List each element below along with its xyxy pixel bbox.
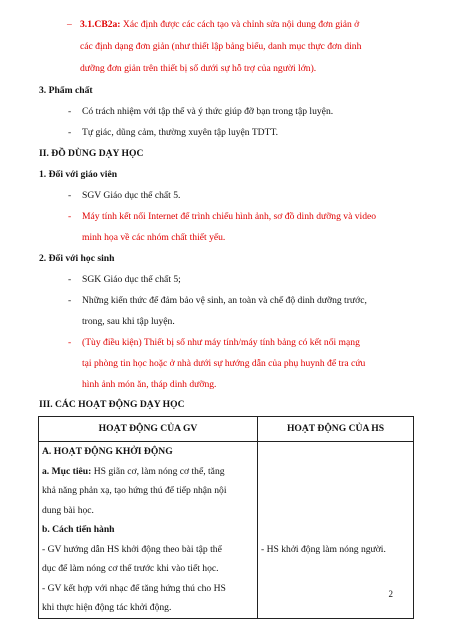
bullet-dash: - — [68, 127, 72, 138]
activity-title: A. HOẠT ĐỘNG KHỞI ĐỘNG — [42, 446, 173, 457]
cell-line: dung bài học. — [42, 504, 94, 516]
competency-line-2: các định dạng đơn giản (như thiết lập bảng biểu, danh mục thực đơn dinh — [80, 41, 362, 52]
table-row — [39, 442, 414, 619]
hs-activity-text: - HS khởi động làm nóng người. — [261, 543, 386, 555]
activity-table — [38, 416, 414, 619]
col-header-hs: HOẠT ĐỘNG CỦA HS — [258, 417, 414, 442]
competency-line-1: 3.1.CB2a: Xác định được các cách tạo và chỉnh sửa nội dung đơn giản ở — [80, 19, 360, 30]
teacher-item-1: SGV Giáo dục thể chất 5. — [82, 190, 181, 201]
competency-line-3: dưỡng đơn giản trên thiết bị số dưới sự hỗ trợ của người lớn). — [80, 63, 317, 74]
section-heading: 3. Phẩm chất — [39, 85, 93, 96]
bullet-dash: - — [68, 274, 72, 285]
gv-cell — [39, 442, 258, 619]
quality-item-2: Tự giác, dũng cảm, thường xuyên tập luyện TDTT. — [82, 127, 279, 138]
page-number: 2 — [388, 589, 393, 599]
cell-line: - GV hướng dẫn HS khởi động theo bài tập thể — [42, 543, 222, 555]
col-header-gv: HOẠT ĐỘNG CỦA GV — [39, 417, 258, 442]
cell-line: - GV kết hợp với nhạc để tăng hứng thú cho HS — [42, 582, 226, 594]
section-heading: III. CÁC HOẠT ĐỘNG DẠY HỌC — [39, 399, 185, 410]
student-item-3-line-1: (Tùy điều kiện) Thiết bị số như máy tính/máy tính bảng có kết nối mạng — [82, 337, 360, 348]
teacher-item-2-line-2: minh họa về các nhóm chất thiết yếu. — [82, 232, 226, 243]
student-item-3-line-3: hình ảnh món ăn, tháp dinh dưỡng. — [82, 379, 217, 390]
table-header-row — [39, 417, 414, 442]
bullet-dash: - — [68, 295, 72, 306]
bullet-dash: - — [68, 106, 72, 117]
bullet-dash: - — [68, 211, 72, 222]
bullet-dash: - — [68, 190, 72, 201]
cell-line: khi thực hiện động tác khởi động. — [42, 602, 172, 613]
student-item-1: SGK Giáo dục thể chất 5; — [82, 274, 181, 285]
competency-code: 3.1.CB2a: — [80, 19, 121, 30]
cell-line: khả năng phản xạ, tạo hứng thú để tiếp nhận nội — [42, 485, 227, 496]
bullet-dash: – — [67, 19, 72, 30]
subsection-heading: 1. Đối với giáo viên — [39, 169, 118, 180]
cell-line: dục để làm nóng cơ thể trước khi vào tiết học. — [42, 563, 219, 574]
teacher-item-2-line-1: Máy tính kết nối Internet để trình chiếu hình ảnh, sơ đồ dinh dưỡng và video — [82, 211, 377, 222]
quality-item-1: Có trách nhiệm với tập thể và ý thức giúp đỡ bạn trong tập luyện. — [82, 106, 334, 117]
subsection-heading: 2. Đối với học sinh — [39, 253, 115, 264]
bullet-dash: - — [68, 337, 72, 348]
procedure-heading: b. Cách tiến hành — [42, 524, 115, 535]
student-item-3-line-2: tại phòng tin học hoặc ở nhà dưới sự hướng dẫn của phụ huynh để tra cứu — [82, 358, 366, 369]
objective-line: a. Mục tiêu: HS giãn cơ, làm nóng cơ thể, tăng — [42, 465, 225, 477]
student-item-2-line-2: trong, sau khi tập luyện. — [82, 316, 175, 327]
section-heading: II. ĐỒ DÙNG DẠY HỌC — [39, 148, 144, 159]
student-item-2-line-1: Những kiến thức để đảm bảo vệ sinh, an toàn và chế độ dinh dưỡng trước, — [82, 295, 367, 306]
